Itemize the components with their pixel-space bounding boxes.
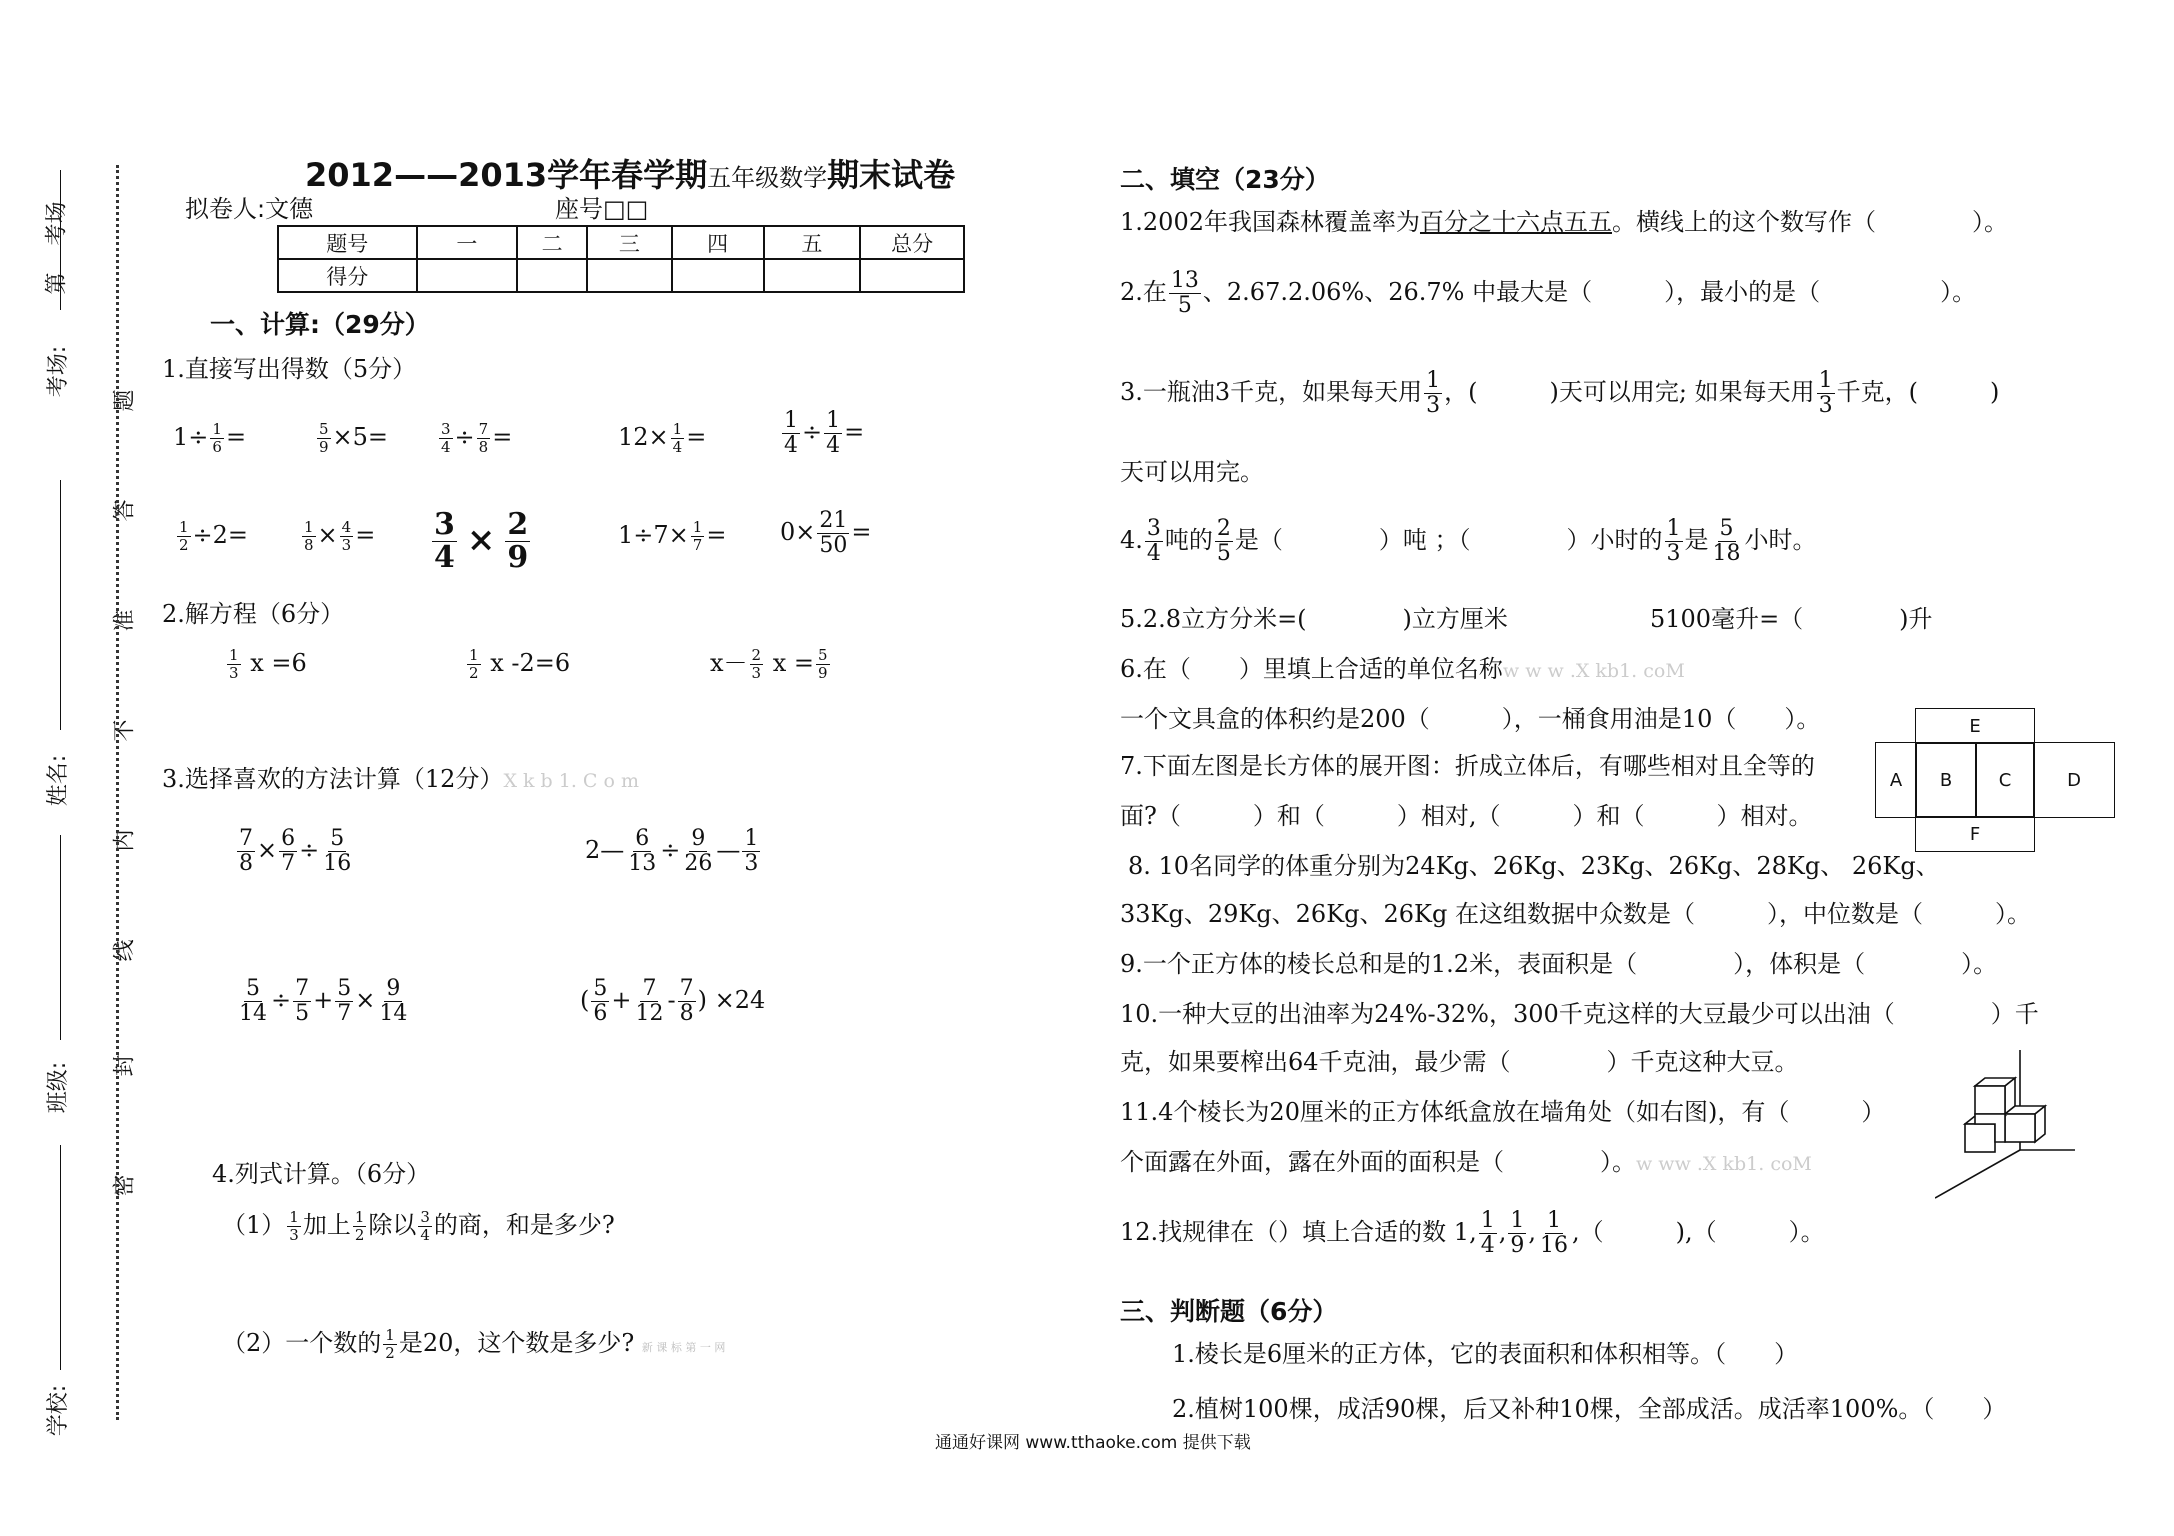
section2-heading: 二、填空（23分） — [1120, 165, 1330, 194]
score-cell: 得分 — [278, 259, 417, 292]
s1-q2-eq-a: $\frac{1}{3}$ x =6 — [229, 646, 307, 682]
s2-q6-a: 6.在（ ）里填上合适的单位名称w w w .X kb1. coM — [1120, 655, 1685, 683]
seal-char: 内 — [112, 829, 138, 852]
seal-char: 准 — [112, 609, 138, 632]
s1-q1-r1-d: 12× $\frac{1}{4}$ = — [618, 420, 707, 456]
watermark: w ww .X kb1. coM — [1636, 1153, 1812, 1175]
margin-label-school: 学校: — [46, 1384, 72, 1437]
s1-q3-expr1: $\frac{7}{8}$ × $\frac{6}{7}$ ÷ $\frac{5}{16}$ — [239, 826, 352, 876]
score-input-cell[interactable] — [764, 259, 861, 292]
s2-q4: 4. $\frac{3}{4}$ 吨的 $\frac{2}{5}$ 是（ ）吨 ；（ ）小时的 $\frac{1}{3}$ 是 $\frac{5}{18}$ 小时。 — [1120, 516, 1817, 566]
margin-label-class: 班级: — [46, 1061, 72, 1114]
section3-heading: 三、判断题（6分） — [1120, 1297, 1338, 1326]
margin-label-name: 姓名: — [46, 754, 72, 807]
s2-q7-a: 7.下面左图是长方体的展开图：折成立体后，有哪些相对且全等的 — [1120, 752, 1815, 780]
s1-q4-item2: （2）一个数的 $\frac{1}{2}$ 是20，这个数是多少? 新 课 标 第 一 网 — [222, 1326, 726, 1362]
s2-q5-a: 5.2.8立方分米=( )立方厘米 — [1120, 605, 1508, 633]
score-table — [277, 225, 965, 293]
s2-q10-b: 克，如果要榨出64千克油，最少需（ ）千克这种大豆。 — [1120, 1048, 1799, 1076]
score-input-cell[interactable] — [587, 259, 672, 292]
net-face-c: C — [1975, 742, 2035, 818]
s1-q3-expr3: $\frac{5}{14}$ ÷ $\frac{7}{5}$ + $\frac{5}{7}$ × $\frac{9}{14}$ — [239, 976, 408, 1026]
s1-q2-eq-b: $\frac{1}{2}$ x -2=6 — [469, 646, 571, 682]
net-face-d: D — [2033, 742, 2115, 818]
s2-q2: 2.在 $\frac{13}{5}$ 、2.67.2.06%、26.7% 中最大是（ ），最小的是（ ）。 — [1120, 268, 1977, 318]
margin-label-kaochang: 考场 — [44, 201, 70, 246]
seal-char: 答 — [112, 499, 138, 522]
net-face-a: A — [1875, 742, 1917, 818]
s2-q1: 1.2002年我国森林覆盖率为百分之十六点五五。横线上的这个数写作（ ）。 — [1120, 208, 2008, 236]
score-input-cell[interactable] — [860, 259, 964, 292]
seal-char: 封 — [112, 1054, 138, 1077]
net-face-b: B — [1915, 742, 1977, 818]
s1-q4-item1: （1） $\frac{1}{3}$ 加上 $\frac{1}{2}$ 除以 $\frac{3}{4}$ 的商，和是多少? — [222, 1208, 615, 1244]
corner-cubes-figure — [1935, 1050, 2075, 1200]
margin-field-line — [60, 835, 61, 1040]
score-cell: 三 — [587, 226, 672, 259]
score-cell: 二 — [517, 226, 587, 259]
section1-heading: 一、计算:（29分） — [210, 310, 430, 339]
s1-q1-r1-e: $\frac{1}{4}$ ÷ $\frac{1}{4}$ = — [784, 408, 865, 458]
net-face-e: E — [1915, 708, 2035, 744]
s2-q3-cont: 天可以用完。 — [1120, 458, 1264, 486]
s1-q1-r2-d: 1÷7× $\frac{1}{7}$ = — [618, 518, 727, 554]
exam-title: 2012——2013学年春学期五年级数学期末试卷 — [305, 156, 956, 194]
score-cell: 题号 — [278, 226, 417, 259]
s1-q1-r1-b: $\frac{5}{9}$ ×5= — [319, 420, 389, 456]
margin-field-line — [60, 1145, 61, 1370]
score-table-header-row — [278, 226, 964, 259]
s1-q3-expr2: 2— $\frac{6}{13}$ ÷ $\frac{9}{26}$ — $\frac{1}{3}$ — [585, 826, 759, 876]
s1-q1-r2-c: $\frac{3}{4}$ × $\frac{2}{9}$ — [434, 507, 529, 575]
footer-credit: 通通好课网 www.tthaoke.com 提供下载 — [935, 1433, 1251, 1453]
seal-char: 不 — [112, 719, 138, 742]
score-table-score-row — [278, 259, 964, 292]
s3-q2: 2.植树100棵，成活90棵，后又补种10棵，全部成活。成活率100%。（ ） — [1172, 1395, 2007, 1423]
s2-q3: 3.一瓶油3千克，如果每天用 $\frac{1}{3}$ ，( )天可以用完; 如果每天用 $\frac{1}{3}$ 千克，( ) — [1120, 368, 2000, 418]
seal-char: 密 — [112, 1174, 138, 1197]
watermark: X k b 1. C o m — [503, 770, 639, 792]
s1-q3-expr4: ( $\frac{5}{6}$ + $\frac{7}{12}$ - $\frac{7}{8}$ ) ×24 — [580, 976, 766, 1026]
exam-author: 拟卷人:文德 — [185, 195, 314, 223]
s1-q3-title: 3.选择喜欢的方法计算（12分）X k b 1. C o m — [162, 765, 639, 793]
score-cell: 四 — [672, 226, 764, 259]
seal-char: 线 — [112, 939, 138, 962]
score-cell: 总分 — [860, 226, 964, 259]
seal-char: 题 — [112, 389, 138, 412]
s1-q4-title: 4.列式计算。（6分） — [212, 1160, 431, 1188]
margin-field-line — [60, 480, 61, 730]
score-cell: 一 — [417, 226, 518, 259]
score-input-cell[interactable] — [672, 259, 764, 292]
s2-q8-b: 33Kg、29Kg、26Kg、26Kg 在这组数据中众数是（ ），中位数是（ ）。 — [1120, 900, 2031, 928]
s2-q12: 12.找规律在（）填上合适的数 1, $\frac{1}{4}$ , $\frac{1}{9}$ , $\frac{1}{16}$ ,（ ),（ ）。 — [1120, 1208, 1825, 1258]
s1-q1-r2-b: $\frac{1}{8}$ × $\frac{4}{3}$ = — [304, 518, 376, 554]
s1-q2-title: 2.解方程（6分） — [162, 600, 345, 628]
net-face-f: F — [1915, 816, 2035, 852]
s1-q1-r2-e: 0× $\frac{21}{50}$ = — [780, 508, 872, 558]
s1-q1-r1-a: 1÷ $\frac{1}{6}$ = — [173, 420, 247, 456]
s2-q8-a: 8. 10名同学的体重分别为24Kg、26Kg、23Kg、26Kg、28Kg、 26Kg、 — [1128, 852, 1940, 880]
score-cell: 五 — [764, 226, 861, 259]
score-input-cell[interactable] — [417, 259, 518, 292]
exam-seat: 座号□□ — [555, 195, 649, 223]
s2-q9: 9.一个正方体的棱长总和是的1.2米，表面积是（ ），体积是（ ）。 — [1120, 950, 1998, 978]
s1-q2-eq-c: x－ $\frac{2}{3}$ x = $\frac{5}{9}$ — [710, 646, 828, 682]
s3-q1: 1.棱长是6厘米的正方体，它的表面积和体积相等。（ ） — [1172, 1340, 1799, 1368]
margin-label-kaochang-field: 考场: — [46, 345, 72, 398]
margin-field-line — [60, 170, 61, 310]
s1-q1-r2-a: $\frac{1}{2}$ ÷2= — [179, 518, 249, 554]
watermark: 新 课 标 第 一 网 — [641, 1341, 726, 1354]
s1-q1-r1-c: $\frac{3}{4}$ ÷ $\frac{7}{8}$ = — [441, 420, 513, 456]
s2-q10-a: 10.一种大豆的出油率为24%-32%，300千克这样的大豆最少可以出油（ ）千 — [1120, 1000, 2039, 1028]
s2-q11-a: 11.4个棱长为20厘米的正方体纸盒放在墙角处（如右图)，有（ ） — [1120, 1098, 1886, 1126]
score-input-cell[interactable] — [517, 259, 587, 292]
s2-q5-b: 5100毫升=（ )升 — [1650, 605, 1933, 633]
s2-q6-b: 一个文具盒的体积约是200（ ），一桶食用油是10（ ）。 — [1120, 705, 1821, 733]
s1-q1-title: 1.直接写出得数（5分） — [162, 355, 417, 383]
seal-dotted-line — [116, 165, 119, 1420]
s2-q11-b: 个面露在外面，露在外面的面积是（ ）。w ww .X kb1. coM — [1120, 1148, 1812, 1176]
margin-label-di: 第 — [44, 272, 70, 295]
watermark: w w w .X kb1. coM — [1502, 660, 1685, 682]
s2-q7-b: 面?（ ）和（ ）相对,（ ）和（ ）相对。 — [1120, 802, 1813, 830]
